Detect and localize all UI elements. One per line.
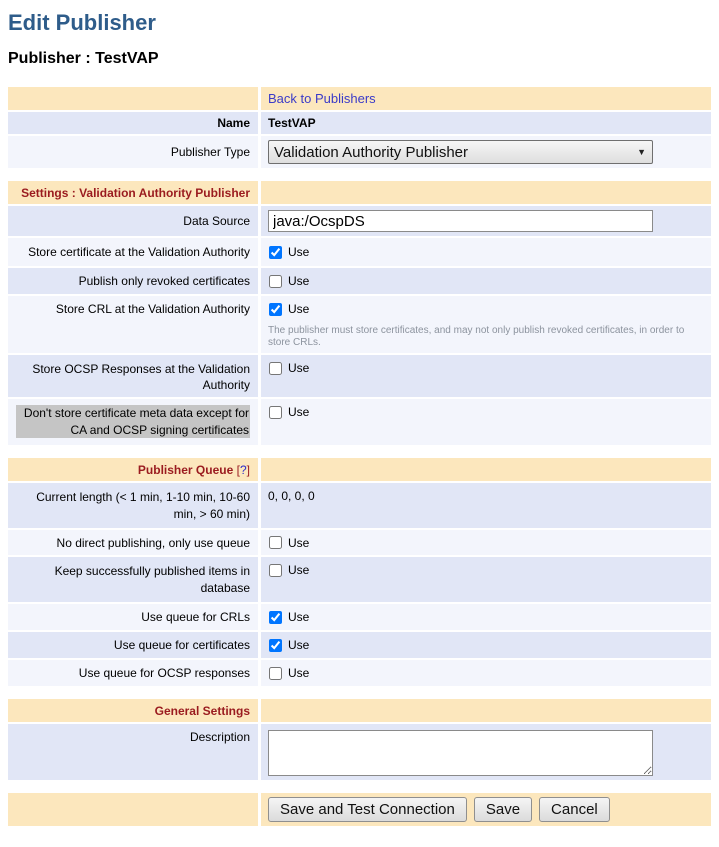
no-direct-publishing-row bbox=[8, 530, 711, 555]
publish-revoked-checkbox[interactable] bbox=[269, 275, 282, 288]
store-certificate-cell bbox=[261, 238, 711, 266]
queue-ocsp-cell bbox=[261, 660, 711, 686]
use-label: Use bbox=[288, 666, 310, 681]
no-direct-publishing-label: No direct publishing, only use queue bbox=[8, 530, 258, 555]
general-settings-header-spacer bbox=[261, 699, 711, 722]
queue-crls-checkbox[interactable] bbox=[269, 611, 282, 624]
back-to-publishers-link[interactable]: Back to Publishers bbox=[268, 91, 376, 106]
top-table bbox=[8, 87, 711, 168]
save-button[interactable]: Save bbox=[474, 797, 532, 822]
queue-certificates-checkbox[interactable] bbox=[269, 639, 282, 652]
settings-section-header: Settings : Validation Authority Publisher bbox=[8, 181, 258, 204]
current-length-label: Current length (< 1 min, 1-10 min, 10-60 min, > 60 min) bbox=[8, 483, 258, 528]
button-bar bbox=[268, 797, 610, 822]
settings-table bbox=[8, 181, 711, 445]
current-length-row bbox=[8, 483, 711, 528]
queue-certificates-row bbox=[8, 632, 711, 658]
use-label: Use bbox=[288, 274, 310, 288]
store-ocsp-checkbox[interactable] bbox=[269, 362, 282, 375]
queue-header-cell bbox=[8, 458, 258, 481]
settings-header-spacer bbox=[261, 181, 711, 204]
description-row bbox=[8, 724, 711, 780]
publisher-queue-header: Publisher Queue bbox=[137, 462, 234, 477]
use-label: Use bbox=[288, 302, 310, 316]
help-bracket-open: [ bbox=[236, 462, 240, 477]
description-textarea[interactable] bbox=[268, 730, 653, 776]
keep-published-checkbox[interactable] bbox=[269, 564, 282, 577]
store-crl-label: Store CRL at the Validation Authority bbox=[8, 296, 258, 353]
queue-table bbox=[8, 458, 711, 686]
store-crl-checkbox[interactable] bbox=[269, 303, 282, 316]
actions-row bbox=[8, 793, 711, 826]
queue-ocsp-checkbox[interactable] bbox=[269, 667, 282, 680]
page-title: Edit Publisher bbox=[8, 10, 156, 35]
no-direct-publishing-checkbox[interactable] bbox=[269, 536, 282, 549]
store-ocsp-row bbox=[8, 355, 711, 397]
store-certificate-row bbox=[8, 238, 711, 266]
data-source-row bbox=[8, 206, 711, 236]
store-crl-row bbox=[8, 296, 711, 353]
publish-revoked-row bbox=[8, 268, 711, 294]
actions-cell bbox=[261, 793, 711, 826]
meta-data-label-cell bbox=[8, 399, 258, 445]
meta-data-label: Don't store certificate meta data except for CA and OCSP signing certificates bbox=[16, 405, 250, 437]
help-bracket-close: ] bbox=[246, 462, 250, 477]
publisher-queue-help-link[interactable]: ? bbox=[239, 462, 247, 477]
data-source-label: Data Source bbox=[8, 206, 258, 236]
settings-header-row bbox=[8, 181, 711, 204]
keep-published-label: Keep successfully published items in database bbox=[8, 557, 258, 602]
current-length-value: 0, 0, 0, 0 bbox=[261, 483, 711, 528]
queue-certificates-cell bbox=[261, 632, 711, 658]
use-label: Use bbox=[288, 361, 310, 375]
store-certificate-label: Store certificate at the Validation Authority bbox=[8, 238, 258, 266]
publish-revoked-label: Publish only revoked certificates bbox=[8, 268, 258, 294]
queue-header-row bbox=[8, 458, 711, 481]
use-label: Use bbox=[288, 638, 310, 653]
back-row bbox=[8, 87, 711, 110]
cancel-button[interactable]: Cancel bbox=[539, 797, 610, 822]
store-crl-cell bbox=[261, 296, 711, 353]
description-label: Description bbox=[8, 724, 258, 780]
use-label: Use bbox=[288, 563, 310, 578]
footer-table bbox=[8, 793, 711, 826]
queue-crls-row bbox=[8, 604, 711, 630]
name-row bbox=[8, 112, 711, 134]
store-ocsp-label: Store OCSP Responses at the Validation Authority bbox=[8, 355, 258, 397]
meta-data-checkbox[interactable] bbox=[269, 406, 282, 419]
queue-certificates-label: Use queue for certificates bbox=[8, 632, 258, 658]
queue-ocsp-row bbox=[8, 660, 711, 686]
queue-ocsp-label: Use queue for OCSP responses bbox=[8, 660, 258, 686]
actions-label-cell bbox=[8, 793, 258, 826]
publisher-name-heading: Publisher : TestVAP bbox=[8, 50, 159, 67]
keep-published-row bbox=[8, 557, 711, 602]
data-source-cell bbox=[261, 206, 711, 236]
use-label: Use bbox=[288, 405, 310, 420]
name-value: TestVAP bbox=[261, 112, 711, 134]
publisher-type-label: Publisher Type bbox=[8, 136, 258, 168]
back-row-value-cell bbox=[261, 87, 711, 110]
queue-header-spacer bbox=[261, 458, 711, 481]
name-label: Name bbox=[8, 112, 258, 134]
description-cell bbox=[261, 724, 711, 780]
store-ocsp-cell bbox=[261, 355, 711, 397]
general-settings-table bbox=[8, 699, 711, 780]
publisher-type-select-wrap bbox=[268, 140, 653, 164]
meta-data-cell bbox=[261, 399, 711, 445]
meta-data-row bbox=[8, 399, 711, 445]
back-row-label-cell bbox=[8, 87, 258, 110]
save-and-test-connection-button[interactable]: Save and Test Connection bbox=[268, 797, 467, 822]
general-settings-header-row bbox=[8, 699, 711, 722]
store-crl-note: The publisher must store certificates, and may not only publish revoked certificates, in order to store CRLs. bbox=[268, 325, 685, 348]
publish-revoked-cell bbox=[261, 268, 711, 294]
publisher-type-cell bbox=[261, 136, 711, 168]
use-label: Use bbox=[288, 535, 310, 550]
data-source-input[interactable] bbox=[268, 210, 653, 232]
keep-published-cell bbox=[261, 557, 711, 602]
use-label: Use bbox=[288, 610, 310, 625]
queue-crls-cell bbox=[261, 604, 711, 630]
no-direct-publishing-cell bbox=[261, 530, 711, 555]
general-settings-header: General Settings bbox=[8, 699, 258, 722]
chevron-down-icon: ▼ bbox=[637, 147, 646, 157]
publisher-type-select[interactable] bbox=[268, 140, 653, 164]
use-label: Use bbox=[288, 245, 310, 259]
publisher-type-row bbox=[8, 136, 711, 168]
store-certificate-checkbox[interactable] bbox=[269, 246, 282, 259]
queue-crls-label: Use queue for CRLs bbox=[8, 604, 258, 630]
